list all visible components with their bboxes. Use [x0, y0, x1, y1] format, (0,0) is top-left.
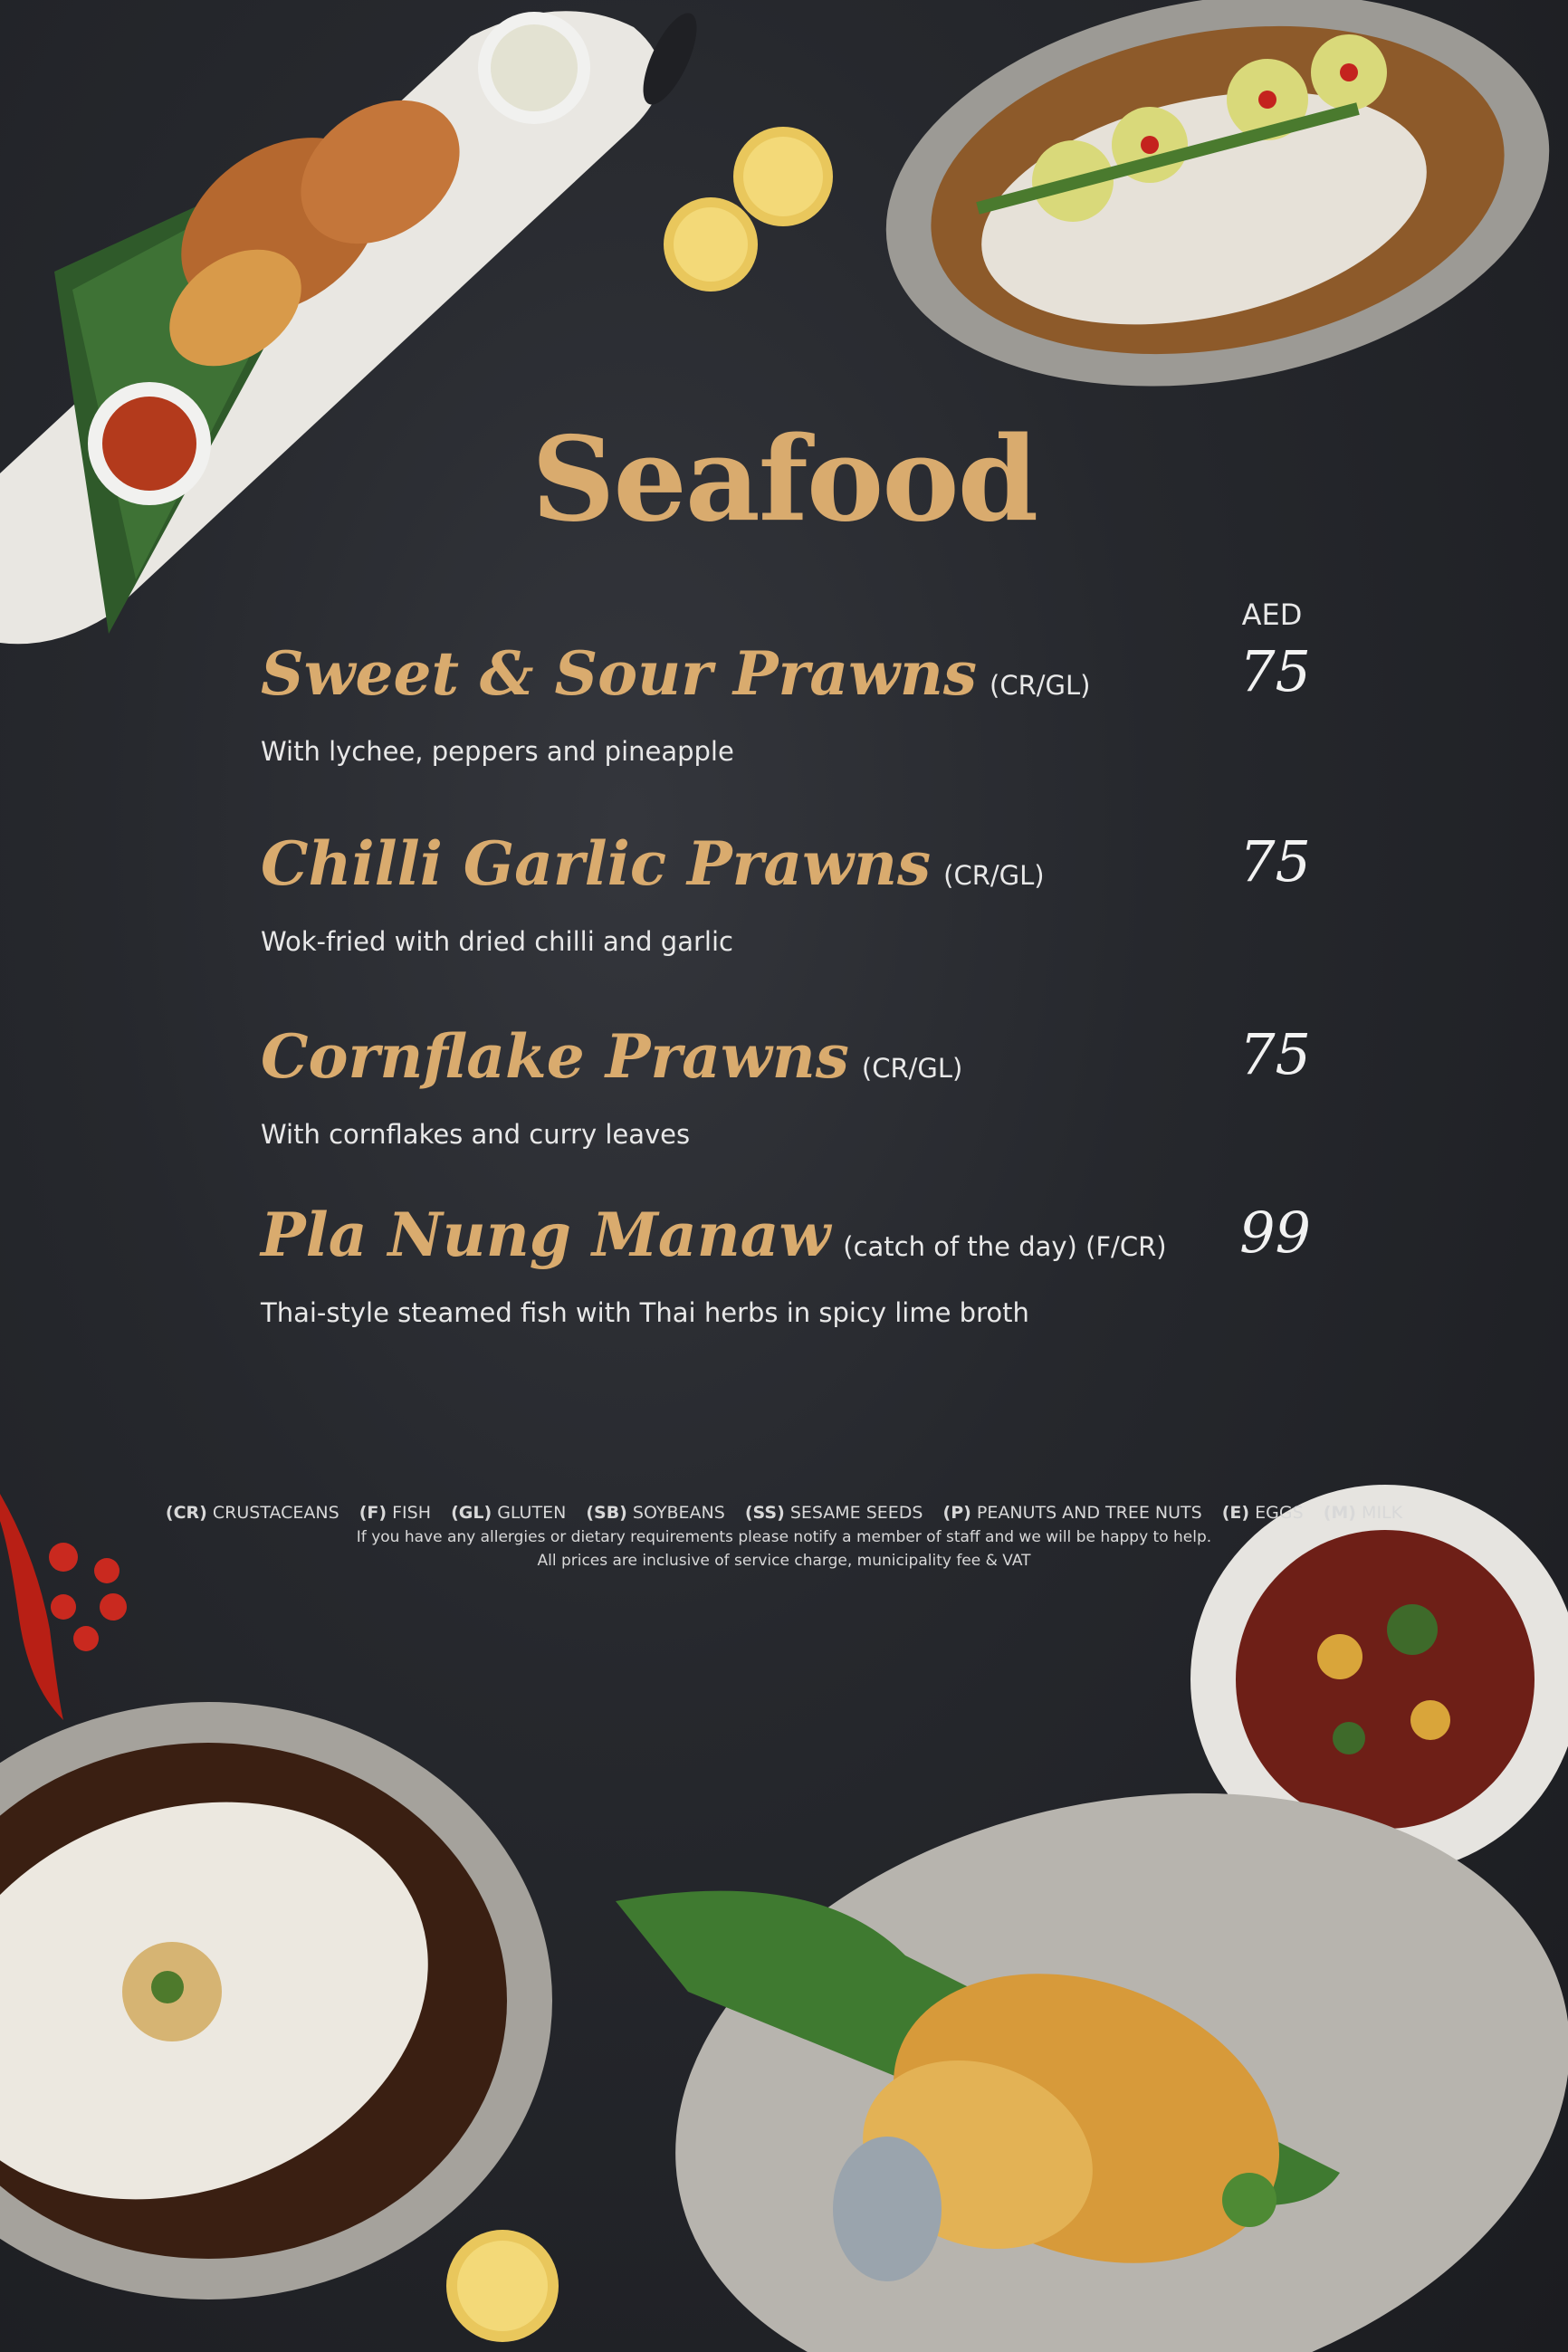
item-name: Chilli Garlic Prawns — [261, 828, 932, 899]
allergen-entry: (SB) SOYBEANS — [586, 1503, 725, 1523]
item-price: 75 — [1239, 1021, 1311, 1087]
item-allergen-tags: (CR/GL) — [861, 1053, 963, 1084]
item-description: With cornflakes and curry leaves — [261, 1119, 691, 1150]
allergen-entry: (M) MILK — [1323, 1503, 1403, 1523]
soy-fish-plate-image — [0, 1702, 552, 2299]
item-name: Sweet & Sour Prawns — [261, 638, 978, 709]
item-allergen-tags: (catch of the day) (F/CR) — [843, 1231, 1167, 1262]
menu-item — [261, 638, 1311, 767]
allergen-entry: (SS) SESAME SEEDS — [744, 1503, 923, 1523]
allergen-entry: (E) EGGS — [1221, 1503, 1304, 1523]
item-price: 99 — [1239, 1200, 1311, 1266]
allergen-entry: (F) FISH — [359, 1503, 432, 1523]
item-description: Wok-fried with dried chilli and garlic — [261, 926, 733, 957]
item-allergen-tags: (CR/GL) — [943, 860, 1045, 891]
steamed-fish-plate-image — [855, 0, 1568, 435]
menu-item — [261, 828, 1311, 957]
allergen-key-list — [0, 1503, 1568, 1523]
currency-label: AED — [1241, 598, 1303, 632]
item-name: Cornflake Prawns — [261, 1021, 849, 1092]
item-description: Thai-style steamed fish with Thai herbs in spicy lime broth — [261, 1297, 1029, 1328]
page-title: Seafood — [531, 412, 1037, 548]
allergen-entry: (GL) GLUTEN — [451, 1503, 567, 1523]
price-note: All prices are inclusive of service charge, municipality fee & VAT — [537, 1552, 1031, 1570]
allergen-entry: (CR) CRUSTACEANS — [165, 1503, 339, 1523]
item-allergen-tags: (CR/GL) — [990, 670, 1091, 701]
allergen-entry: (P) PEANUTS AND TREE NUTS — [942, 1503, 1202, 1523]
item-price: 75 — [1239, 828, 1311, 894]
allergy-note: If you have any allergies or dietary requirements please notify a member of staff and we will be happy to help. — [356, 1528, 1212, 1546]
menu-item — [261, 1021, 1311, 1150]
allergen-legend — [0, 1503, 1568, 1570]
item-price: 75 — [1239, 638, 1311, 704]
item-description: With lychee, peppers and pineapple — [261, 736, 734, 767]
item-name: Pla Nung Manaw — [261, 1200, 831, 1270]
menu-item — [261, 1200, 1311, 1328]
prawn-platter-image — [0, 6, 707, 645]
